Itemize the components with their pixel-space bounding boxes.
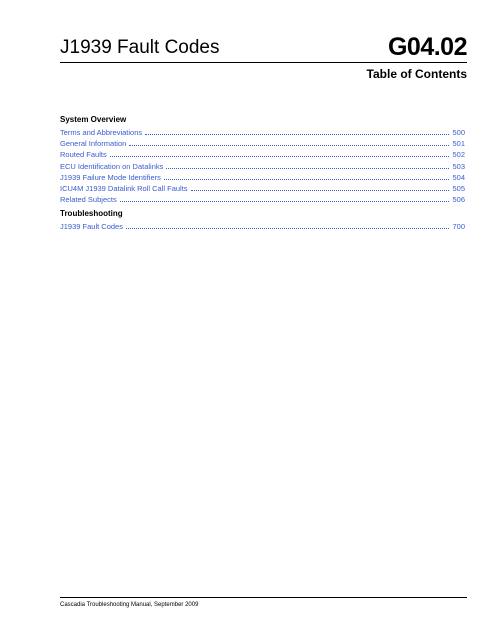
- toc-entry-label: Terms and Abbreviations: [60, 128, 143, 137]
- toc-entry-ecu-identification[interactable]: [60, 161, 465, 172]
- toc-entry-page: 500: [452, 128, 465, 137]
- footer-rule: [60, 597, 467, 598]
- section-heading-system-overview: System Overview: [60, 115, 127, 124]
- table-of-contents: [60, 114, 465, 233]
- toc-entry-label: ECU Identification on Datalinks: [60, 161, 164, 171]
- toc-entry-label: Routed Faults: [60, 150, 107, 160]
- toc-entry-page: 505: [452, 183, 465, 193]
- toc-entry-j1939-fault-codes[interactable]: [60, 221, 465, 232]
- page-footer: Cascadia Troubleshooting Manual, September 2009: [60, 602, 199, 608]
- toc-title: Table of Contents: [366, 67, 467, 81]
- dot-leader: [126, 221, 450, 229]
- toc-entry-page: 502: [452, 150, 465, 160]
- toc-entry-page: 504: [452, 172, 465, 182]
- toc-entry-label: Related Subjects: [60, 195, 117, 205]
- header-rule: [60, 62, 467, 63]
- dot-leader: [129, 138, 449, 146]
- toc-entry-terms-and-abbreviations[interactable]: [60, 127, 465, 138]
- toc-entry-failure-mode-identifiers[interactable]: [60, 172, 465, 183]
- toc-entry-related-subjects[interactable]: [60, 194, 465, 205]
- toc-entry-label: J1939 Failure Mode Identifiers: [60, 172, 161, 182]
- toc-entry-page: 501: [452, 139, 465, 149]
- dot-leader: [166, 161, 449, 169]
- section-code: G04.02: [387, 33, 467, 61]
- toc-entry-label: General Information: [60, 139, 127, 149]
- toc-entry-label: J1939 Fault Codes: [60, 222, 123, 232]
- toc-entry-page: 700: [452, 222, 465, 232]
- dot-leader: [120, 194, 450, 202]
- toc-entry-page: 506: [452, 195, 465, 205]
- page-header: [60, 33, 467, 61]
- toc-entry-page: 503: [452, 161, 465, 171]
- dot-leader: [110, 149, 450, 157]
- toc-entry-label: ICU4M J1939 Datalink Roll Call Faults: [60, 183, 188, 193]
- toc-entry-routed-faults[interactable]: [60, 149, 465, 160]
- section-heading-troubleshooting: Troubleshooting: [60, 209, 123, 219]
- dot-leader: [191, 183, 450, 191]
- toc-entry-general-information[interactable]: [60, 138, 465, 149]
- dot-leader: [164, 172, 450, 180]
- dot-leader: [145, 127, 449, 135]
- toc-entry-roll-call-faults[interactable]: [60, 183, 465, 194]
- document-title: J1939 Fault Codes: [60, 37, 220, 58]
